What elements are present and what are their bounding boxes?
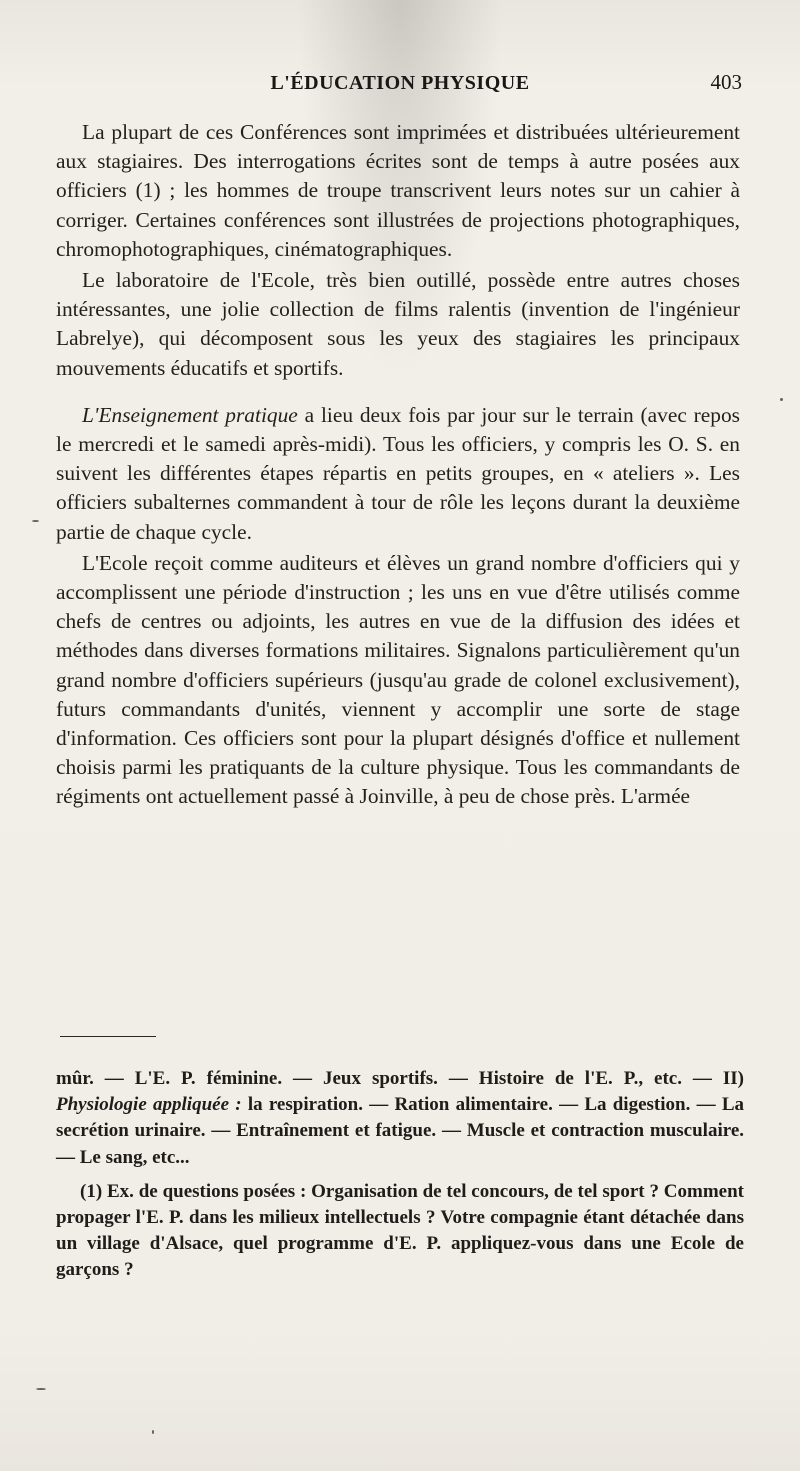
page-header	[58, 66, 742, 102]
footnote-1: (1) Ex. de questions posées : Organisation de tel concours, de tel sport ? Comment propager l'E. P. dans les milieux intellectuels ? Votre compagnie étant détachée dans un village d'Alsace, quel programme d'E. P. appliquez-vous dans une Ecole de garçons ?	[56, 1180, 744, 1281]
paragraph-enseignement-text: a lieu deux fois par jour sur le terrain (avec repos le mercredi et le samedi après-midi). Tous les officiers, y compris les O. S. en suivent les différentes étapes répartis en petits groupes, en « ateliers ». Les officiers subalternes commandent à tour de rôle les leçons durant la deuxième partie de chaque cycle.	[56, 402, 740, 544]
paragraph-conferences: La plupart de ces Conférences sont imprimées et distribuées ultérieurement aux stagiaires. Des interrogations écrites sont de temps à autre posées aux officiers (1) ; les hommes de troupe transcrivent leurs notes sur un cahier à corriger. Certaines conférences sont illustrées de projections photographiques, chromophotographiques, cinématographiques.	[56, 120, 740, 261]
footnote-continuation	[56, 1066, 744, 1171]
scan-speck	[152, 1430, 154, 1434]
footnote-separator	[60, 1036, 156, 1037]
footnote-continuation-a: mûr. — L'E. P. féminine. — Jeux sportifs. — Histoire de l'E. P., etc. — II)	[56, 1068, 744, 1089]
footnotes	[56, 1066, 744, 1284]
paragraph-auditeurs: L'Ecole reçoit comme auditeurs et élèves un grand nombre d'officiers qui y accomplissent une période d'instruction ; les uns en vue d'être utilisés comme chefs de centres ou adjoints, les autres en vue de la diffusion des idées et méthodes dans diverses formations militaires. Signalons particulièrement qu'un grand nombre d'officiers supérieurs (jusqu'au grade de colonel exclusivement), futurs commandants d'unités, viennent y accomplir une sorte de stage d'information. Ces officiers sont pour la plupart désignés d'office et nullement choisis parmi les pratiquants de la culture physique. Tous les commandants de régiments ont actuellement passé à Joinville, à peu de chose près. L'armée	[56, 550, 740, 809]
running-title: L'ÉDUCATION PHYSIQUE	[270, 72, 530, 94]
paragraph-enseignement-pratique	[56, 401, 740, 547]
scan-speck	[780, 398, 783, 401]
footnote-italic-physiologie: Physiologie appliquée :	[56, 1094, 242, 1116]
page-number: 403	[710, 70, 742, 94]
scan-speck	[32, 520, 39, 522]
scan-speck	[36, 1388, 46, 1390]
footnote-continuation-b: la respiration. — Ration alimentaire. — La digestion. — La secrétion urinaire. — Entraînement et fatigue. — Muscle et contraction musculaire. — Le sang, etc...	[56, 1094, 744, 1168]
italic-heading-enseignement: L'Enseignement pratique	[82, 402, 298, 427]
main-text	[56, 118, 740, 812]
paragraph-laboratoire: Le laboratoire de l'Ecole, très bien outillé, possède entre autres choses intéressantes, une jolie collection de films ralentis (invention de l'ingénieur Labrelye), qui décomposent sous les yeux des stagiaires les principaux mouvements éducatifs et sportifs.	[56, 268, 740, 380]
